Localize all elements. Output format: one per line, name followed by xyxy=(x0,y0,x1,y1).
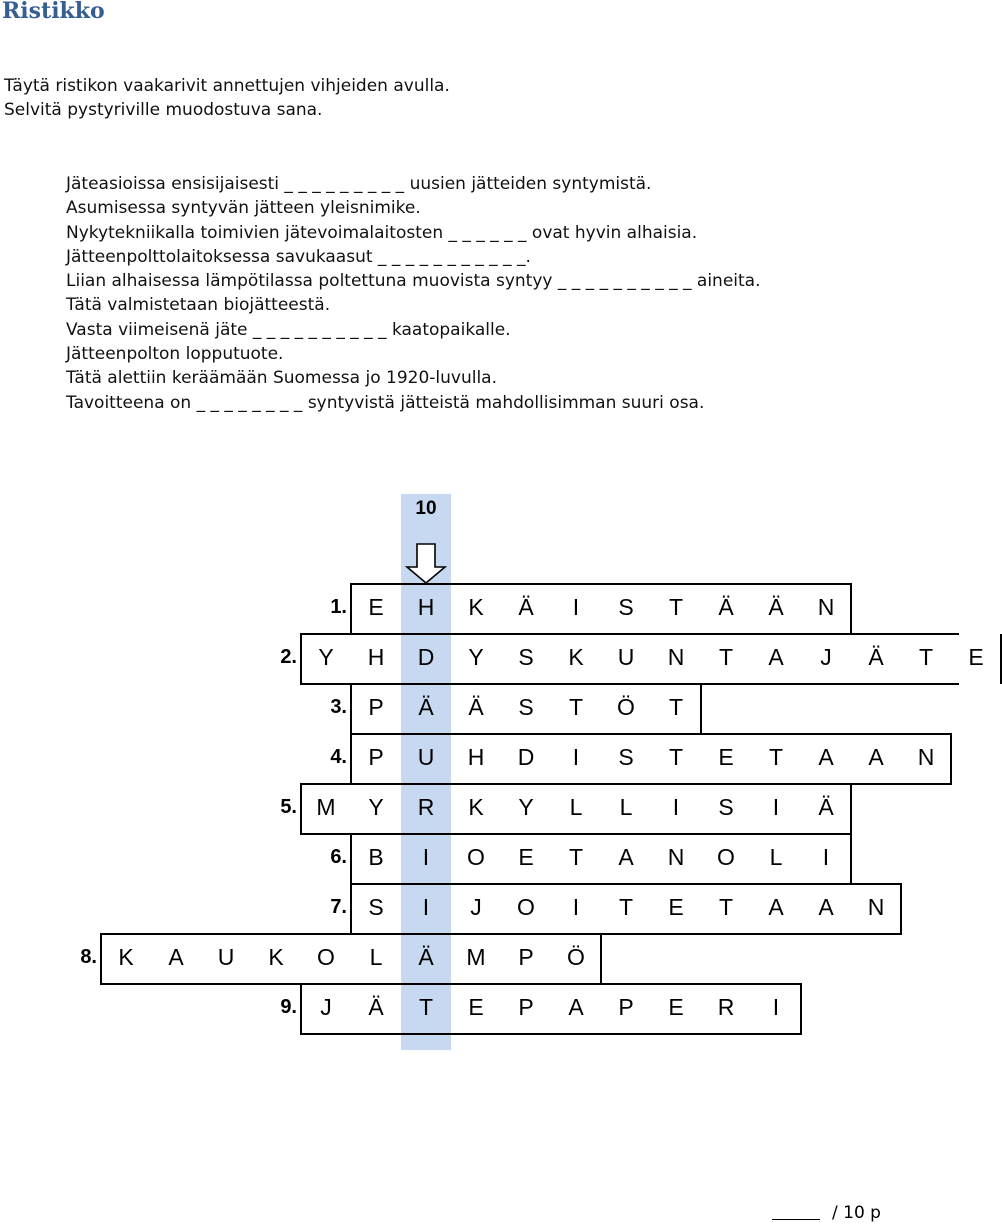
crossword-cell: T xyxy=(768,744,784,770)
crossword-cell: K xyxy=(568,644,584,670)
crossword-cell: R xyxy=(417,794,435,820)
crossword-cell: Y xyxy=(368,794,384,820)
clue-text: Tavoitteena on _ _ _ _ _ _ _ _ syntyvistä jätteistä mahdollisimman suuri osa. xyxy=(66,392,705,413)
crossword-cell: S xyxy=(518,644,534,670)
crossword-cell: Ä xyxy=(518,594,534,620)
crossword-cell: A xyxy=(818,744,834,770)
row-number: 8. xyxy=(80,946,97,968)
crossword-cell: I xyxy=(422,844,430,870)
crossword-cell: S xyxy=(718,794,734,820)
crossword-cell: Ä xyxy=(868,644,884,670)
clue-text: Jätteenpolttolaitoksessa savukaasut _ _ _ _ _ _ _ _ _ _ _. xyxy=(66,246,531,267)
row-number: 4. xyxy=(330,746,347,768)
crossword-cell: H xyxy=(467,744,485,770)
crossword-cell: N xyxy=(667,644,685,670)
crossword-cell: S xyxy=(618,594,634,620)
row-number: 6. xyxy=(330,846,347,868)
clue-text: Vasta viimeisenä jäte _ _ _ _ _ _ _ _ _ _ kaatopaikalle. xyxy=(66,319,511,340)
cell-border xyxy=(300,683,959,685)
cell-border xyxy=(300,833,852,835)
cell-border xyxy=(300,984,302,1034)
crossword-cell: E xyxy=(718,744,734,770)
instruction-line: Selvitä pystyriville muodostuva sana. xyxy=(4,100,323,120)
crossword-cell: T xyxy=(568,844,584,870)
crossword-cell: Ä xyxy=(768,594,784,620)
crossword-cell: T xyxy=(668,694,684,720)
crossword-cell: T xyxy=(418,994,434,1020)
crossword-cell: K xyxy=(118,944,134,970)
crossword-cell: I xyxy=(672,794,680,820)
cell-border xyxy=(600,934,602,984)
crossword-cell: L xyxy=(569,794,583,820)
crossword-cell: T xyxy=(668,594,684,620)
crossword-cell: N xyxy=(867,894,885,920)
crossword-cell: I xyxy=(422,894,430,920)
crossword-cell: T xyxy=(718,644,734,670)
cell-border xyxy=(350,733,952,735)
crossword-cell: I xyxy=(772,794,780,820)
cell-border xyxy=(300,784,302,834)
cell-border xyxy=(300,633,959,635)
crossword-cell: Ä xyxy=(368,994,384,1020)
row-number: 9. xyxy=(280,996,297,1018)
crossword-cell: A xyxy=(568,994,584,1020)
crossword-cell: A xyxy=(168,944,184,970)
cell-border xyxy=(350,884,352,934)
row-number: 3. xyxy=(330,696,347,718)
cell-border xyxy=(350,684,352,734)
crossword-cell: L xyxy=(619,794,633,820)
cell-border xyxy=(800,984,802,1034)
cell-border xyxy=(350,834,352,884)
crossword-cell: Ä xyxy=(418,944,434,970)
cell-border xyxy=(100,983,802,985)
cell-border xyxy=(850,584,852,634)
cell-border xyxy=(100,933,902,935)
crossword-cell: I xyxy=(822,844,830,870)
crossword-cell: A xyxy=(868,744,884,770)
cell-border xyxy=(350,583,852,585)
crossword-cell: Y xyxy=(318,644,334,670)
crossword-cell: T xyxy=(918,644,934,670)
crossword-cell: Ö xyxy=(617,694,635,720)
crossword-cell: S xyxy=(368,894,384,920)
crossword-cell: H xyxy=(367,644,385,670)
crossword-cell: D xyxy=(517,744,535,770)
crossword-cell: S xyxy=(518,694,534,720)
crossword-cell: T xyxy=(668,744,684,770)
crossword-cell: I xyxy=(572,594,580,620)
crossword-cell: S xyxy=(618,744,634,770)
crossword-cell: A xyxy=(618,844,634,870)
crossword-cell: L xyxy=(369,944,383,970)
crossword-cell: T xyxy=(568,694,584,720)
crossword-cell: M xyxy=(316,794,336,820)
crossword-cell: E xyxy=(368,594,384,620)
cell-border xyxy=(850,834,852,884)
crossword-cell: Y xyxy=(468,644,484,670)
row-number: 2. xyxy=(280,646,297,668)
crossword-cell: P xyxy=(518,994,534,1020)
crossword-cell: O xyxy=(717,844,735,870)
crossword-cell: T xyxy=(718,894,734,920)
cell-border xyxy=(350,584,352,634)
cell-border xyxy=(300,1033,802,1035)
crossword-cell: J xyxy=(320,994,332,1020)
crossword-cell: Ä xyxy=(818,794,834,820)
crossword-cell: I xyxy=(572,744,580,770)
cell-border xyxy=(350,734,352,784)
cell-border xyxy=(700,684,702,734)
crossword-cell: Ä xyxy=(468,694,484,720)
crossword-cell: E xyxy=(468,994,484,1020)
down-arrow-icon xyxy=(405,543,447,585)
crossword-cell: A xyxy=(818,894,834,920)
row-number: 1. xyxy=(330,596,347,618)
crossword-cell: Y xyxy=(518,794,534,820)
crossword-cell: K xyxy=(468,794,484,820)
clue-text: Jäteasioissa ensisijaisesti _ _ _ _ _ _ _ _ _ uusien jätteiden syntymistä. xyxy=(66,174,652,194)
clue-text: Tätä valmistetaan biojätteestä. xyxy=(66,295,331,316)
crossword-cell: L xyxy=(769,844,783,870)
cell-border xyxy=(300,783,952,785)
cell-border xyxy=(1000,634,1002,684)
crossword-cell: N xyxy=(817,594,835,620)
crossword-cell: Ä xyxy=(418,694,434,720)
crossword-cell: E xyxy=(518,844,534,870)
clue-text: Nykytekniikalla toimivien jätevoimalaitosten _ _ _ _ _ _ ovat hyvin alhaisia. xyxy=(66,222,698,243)
crossword-cell: D xyxy=(417,644,435,670)
crossword-cell: R xyxy=(717,994,735,1020)
cell-border xyxy=(850,784,852,834)
crossword-cell: U xyxy=(217,944,235,970)
crossword-cell: P xyxy=(368,694,384,720)
crossword-cell: E xyxy=(968,644,984,670)
crossword-cell: J xyxy=(820,644,832,670)
crossword-cell: T xyxy=(618,894,634,920)
row-number: 7. xyxy=(330,896,347,918)
clue-text: Tätä alettiin keräämään Suomessa jo 1920-luvulla. xyxy=(66,368,498,389)
score-text: / 10 p xyxy=(832,1203,881,1223)
crossword-cell: P xyxy=(518,944,534,970)
clue-text: Asumisessa syntyvän jätteen yleisnimike. xyxy=(66,198,421,219)
clue-text: Jätteenpolton lopputuote. xyxy=(66,344,284,365)
crossword-cell: M xyxy=(466,944,486,970)
crossword-cell: E xyxy=(668,894,684,920)
crossword-cell: B xyxy=(368,844,384,870)
crossword-cell: N xyxy=(667,844,685,870)
crossword-cell: A xyxy=(768,894,784,920)
clue-text: Liian alhaisessa lämpötilassa poltettuna muovista syntyy _ _ _ _ _ _ _ _ _ _ aineita. xyxy=(66,271,761,292)
crossword-cell: O xyxy=(467,844,485,870)
crossword-cell: U xyxy=(417,744,435,770)
cell-border xyxy=(350,883,902,885)
crossword-cell: A xyxy=(768,644,784,670)
crossword-cell: E xyxy=(668,994,684,1020)
cell-border xyxy=(300,634,302,684)
crossword-cell: P xyxy=(618,994,634,1020)
score-blank xyxy=(772,1203,820,1220)
instruction-line: Täytä ristikon vaakarivit annettujen vihjeiden avulla. xyxy=(4,76,450,96)
page-title: Ristikko xyxy=(2,0,105,24)
crossword-cell: I xyxy=(572,894,580,920)
crossword-cell: J xyxy=(470,894,482,920)
row-number: 5. xyxy=(280,796,297,818)
crossword-cell: N xyxy=(917,744,935,770)
crossword-cell: Ö xyxy=(567,944,585,970)
crossword-cell: K xyxy=(268,944,284,970)
crossword-cell: O xyxy=(317,944,335,970)
solution-column-number: 10 xyxy=(415,498,437,519)
crossword-cell: K xyxy=(468,594,484,620)
cell-border xyxy=(900,884,902,934)
cell-border xyxy=(100,934,102,984)
score-line xyxy=(772,1203,881,1223)
crossword-cell: H xyxy=(417,594,435,620)
crossword-cell: Ä xyxy=(718,594,734,620)
crossword-cell: I xyxy=(772,994,780,1020)
cell-border xyxy=(950,734,952,784)
crossword-cell: P xyxy=(368,744,384,770)
crossword-cell: O xyxy=(517,894,535,920)
crossword-cell: U xyxy=(617,644,635,670)
